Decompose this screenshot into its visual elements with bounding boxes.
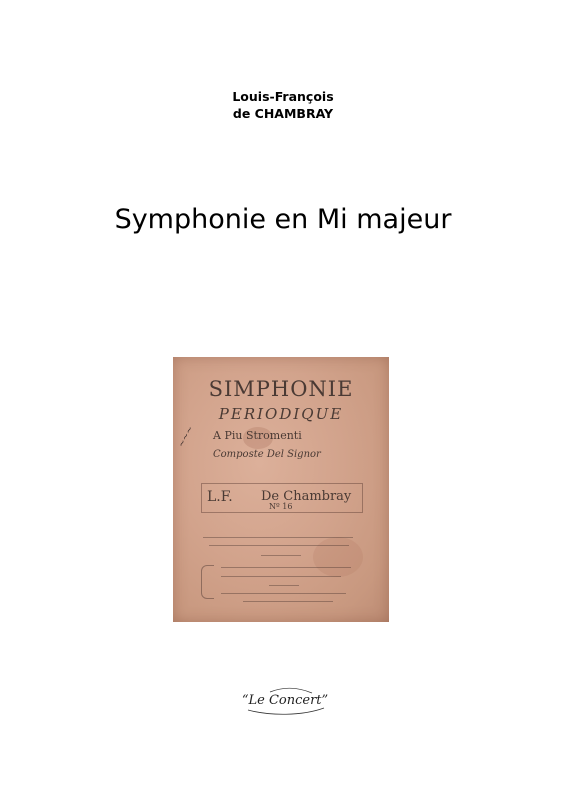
cover-composed: Composte Del Signor [213, 449, 321, 460]
faint-text-line [221, 567, 351, 568]
composer-first-name: Louis-François [232, 89, 334, 104]
handwritten-note: ~~~ [176, 424, 197, 450]
page-title: Symphonie en Mi majeur [114, 204, 452, 235]
title-page-image [173, 357, 389, 622]
cover-subtitle: PERIODIQUE [218, 405, 344, 423]
cover-instruments: A Piu Stromenti [213, 429, 302, 442]
brace-mark [201, 565, 214, 599]
faint-text-line [209, 545, 349, 546]
le-concert-logo [230, 684, 340, 720]
faint-text-line [221, 576, 341, 577]
faint-text-line [269, 585, 299, 586]
svg-text:“Le Concert”: “Le Concert” [241, 693, 329, 708]
cover-number: Nº 16 [269, 502, 293, 511]
faint-text-line [221, 593, 346, 594]
faint-text-line [261, 555, 301, 556]
composer-name [0, 88, 566, 122]
faint-text-line [243, 601, 333, 602]
composer-last-name: de CHAMBRAY [232, 106, 334, 121]
cover-initials: L.F. [207, 489, 233, 505]
cover-title: SIMPHONIE [208, 377, 354, 401]
paper-stain [313, 537, 363, 577]
cover-composer: De Chambray [261, 489, 352, 504]
faint-text-line [203, 537, 353, 538]
